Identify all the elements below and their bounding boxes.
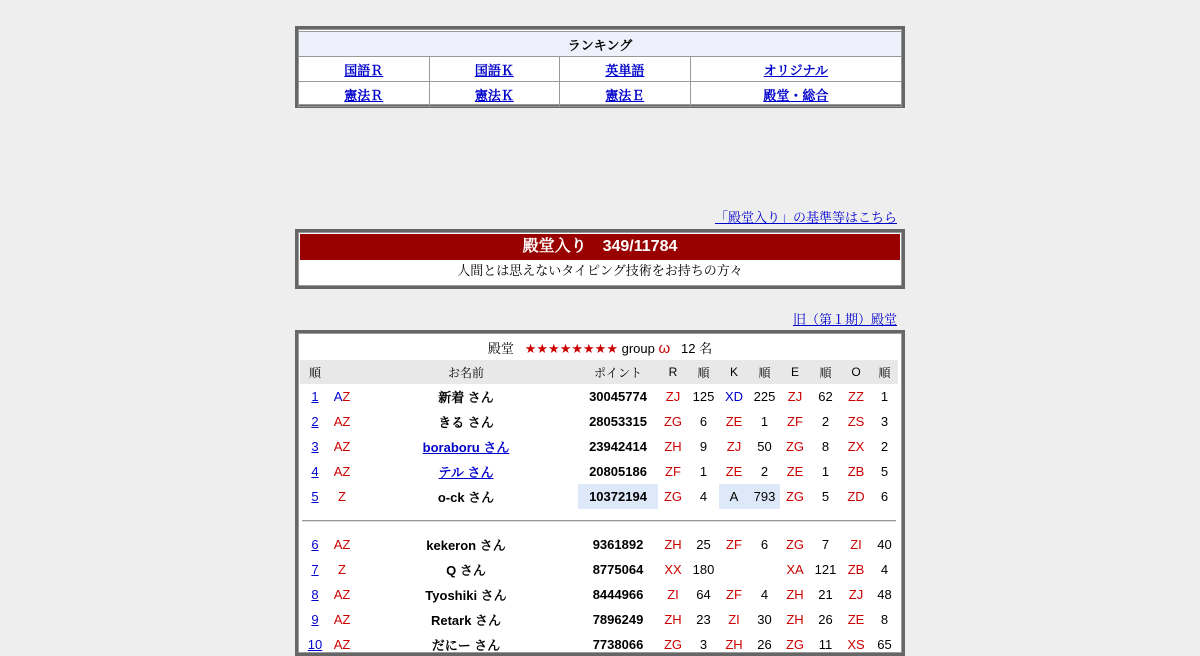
k-rank: 6	[760, 537, 769, 552]
column-header: 順	[688, 360, 719, 384]
grade-cell: AZ	[333, 439, 351, 454]
points: 23942414	[589, 439, 647, 454]
column-header: R	[658, 360, 688, 384]
table-row	[300, 484, 898, 509]
o-rank: 4	[880, 562, 889, 577]
o-grade: ZB	[847, 464, 865, 479]
column-header: ポイント	[578, 360, 658, 384]
e-rank: 121	[814, 562, 837, 577]
k-rank: 26	[757, 637, 772, 652]
e-grade: ZG	[785, 489, 805, 504]
e-rank: 2	[821, 414, 830, 429]
link-original[interactable]: オリジナル	[763, 62, 828, 78]
o-rank: 65	[877, 637, 892, 652]
grade-cell: AZ	[333, 612, 351, 627]
e-rank: 11	[818, 637, 833, 652]
ranking-table-panel	[295, 330, 905, 656]
rank-link[interactable]: 7	[311, 562, 319, 577]
column-header: お名前	[354, 360, 578, 384]
r-grade: ZH	[664, 612, 682, 627]
hall-of-fame-title: 殿堂入り 349/11784	[300, 234, 900, 260]
e-grade: ZG	[785, 637, 805, 652]
r-rank: 4	[699, 489, 708, 504]
grade-cell	[330, 384, 354, 409]
k-rank: 30	[757, 612, 772, 627]
grade-cell: AZ	[333, 464, 351, 479]
grade-cell: Z	[338, 562, 346, 577]
k-grade: ZE	[725, 414, 743, 429]
r-grade: ZG	[663, 637, 683, 652]
table-row	[300, 557, 898, 582]
o-grade: ZE	[847, 612, 865, 627]
link-kokugo-r[interactable]: 国語Ｒ	[344, 62, 384, 78]
k-grade: ZF	[726, 537, 742, 552]
points: 10372194	[578, 484, 658, 509]
k-rank: 2	[760, 464, 769, 479]
grade-cell: AZ	[333, 537, 351, 552]
e-rank: 62	[818, 389, 833, 404]
e-rank: 26	[818, 612, 833, 627]
column-header: 順	[749, 360, 780, 384]
o-rank: 5	[880, 464, 889, 479]
e-grade: ZJ	[787, 389, 803, 404]
o-grade: ZB	[847, 562, 865, 577]
e-rank: 7	[821, 537, 830, 552]
e-grade: ZH	[786, 612, 804, 627]
r-rank: 23	[696, 612, 711, 627]
o-grade: ZS	[847, 414, 865, 429]
rank-link[interactable]: 10	[307, 637, 323, 652]
table-row	[300, 434, 898, 459]
o-rank: 3	[880, 414, 889, 429]
o-grade: ZX	[847, 439, 865, 454]
player-name: Tyoshiki さん	[425, 588, 507, 603]
r-rank: 1	[699, 464, 708, 479]
group-label: 殿堂	[487, 341, 514, 356]
ranking-table	[300, 360, 898, 656]
grade-cell: Z	[338, 489, 346, 504]
o-rank: 48	[877, 587, 892, 602]
e-rank: 8	[821, 439, 830, 454]
column-header: 順	[810, 360, 841, 384]
o-grade: ZZ	[848, 389, 864, 404]
k-grade: A	[719, 484, 749, 509]
grade-cell: AZ	[333, 414, 351, 429]
divider-row	[300, 509, 898, 532]
r-grade: ZJ	[665, 389, 681, 404]
r-grade: XX	[664, 562, 682, 577]
k-rank: 1	[760, 414, 769, 429]
e-rank: 21	[818, 587, 833, 602]
link-kenpo-e[interactable]: 憲法Ｅ	[605, 87, 645, 103]
group-header	[298, 338, 902, 360]
k-rank: 793	[749, 484, 780, 509]
r-grade: ZH	[664, 537, 682, 552]
hall-of-fame-subtitle: 人間とは思えないタイピング技術をお持ちの方々	[457, 263, 743, 278]
points: 8775064	[592, 562, 644, 577]
k-rank: 50	[757, 439, 772, 454]
table-header-row	[300, 360, 898, 384]
k-grade	[719, 557, 749, 582]
link-kenpo-k[interactable]: 憲法Ｋ	[474, 87, 514, 103]
table-row	[300, 632, 898, 656]
o-rank: 6	[880, 489, 889, 504]
e-grade: ZG	[785, 537, 805, 552]
ranking-menu	[295, 26, 905, 108]
divider	[302, 520, 896, 522]
player-name-link[interactable]: boraboru さん	[422, 440, 510, 455]
player-name: o-ck さん	[437, 490, 495, 505]
rank-link[interactable]: 8	[311, 587, 319, 602]
r-rank: 25	[696, 537, 711, 552]
o-rank: 8	[880, 612, 889, 627]
grade-a: A	[333, 389, 343, 404]
o-rank: 40	[877, 537, 892, 552]
points: 7738066	[592, 637, 644, 652]
k-rank: 225	[753, 389, 776, 404]
rank-link[interactable]: 2	[311, 414, 319, 429]
hall-of-fame-header	[295, 229, 905, 289]
omega-symbol: ω	[658, 340, 671, 357]
o-grade: ZI	[850, 537, 862, 552]
hall-criteria-link[interactable]: 「殿堂入り」の基準等はこちら	[714, 210, 897, 225]
star-rating-icon: ★★★★★★★★	[524, 341, 618, 356]
member-count: 12 名	[681, 341, 713, 356]
points: 28053315	[589, 414, 647, 429]
k-grade: ZJ	[726, 439, 742, 454]
points: 9361892	[592, 537, 644, 552]
old-hall-link[interactable]: 旧（第１期）殿堂	[792, 312, 897, 327]
o-rank: 2	[880, 439, 889, 454]
r-grade: ZI	[667, 587, 679, 602]
link-hall-overall[interactable]: 殿堂・総合	[763, 87, 829, 103]
rank-link[interactable]: 3	[311, 439, 319, 454]
player-name: きる さん	[438, 415, 494, 430]
r-grade: ZG	[663, 489, 683, 504]
grade-z: Z	[342, 389, 351, 404]
table-row	[300, 582, 898, 607]
player-name: kekeron さん	[426, 538, 506, 553]
r-rank: 125	[692, 389, 715, 404]
k-grade: XD	[724, 389, 744, 404]
o-grade: ZJ	[848, 587, 864, 602]
o-grade: XS	[847, 637, 865, 652]
e-rank: 1	[821, 464, 830, 479]
player-name-link[interactable]: テル さん	[438, 465, 494, 480]
r-rank: 180	[692, 562, 715, 577]
player-name: Retark さん	[430, 613, 502, 628]
k-grade: ZE	[725, 464, 743, 479]
player-name: だにー さん	[431, 638, 501, 653]
r-rank: 3	[699, 637, 708, 652]
column-header: K	[719, 360, 749, 384]
r-rank: 64	[696, 587, 711, 602]
r-rank: 9	[699, 439, 708, 454]
rank-link[interactable]: 1	[311, 389, 319, 404]
r-rank: 6	[699, 414, 708, 429]
table-row	[300, 607, 898, 632]
grade-cell: AZ	[333, 637, 351, 652]
table-row	[300, 459, 898, 484]
column-header: 順	[871, 360, 898, 384]
points: 20805186	[589, 464, 647, 479]
grade-cell: AZ	[333, 587, 351, 602]
k-grade: ZI	[728, 612, 740, 627]
column-header: 順	[300, 360, 330, 384]
table-row	[300, 409, 898, 434]
e-rank: 5	[821, 489, 830, 504]
e-grade: XA	[786, 562, 804, 577]
points: 30045774	[589, 389, 647, 404]
player-name: Q さん	[446, 563, 486, 578]
link-kokugo-k[interactable]: 国語Ｋ	[474, 62, 514, 78]
o-rank: 1	[880, 389, 889, 404]
link-kenpo-r[interactable]: 憲法Ｒ	[344, 87, 384, 103]
e-grade: ZF	[787, 414, 803, 429]
r-grade: ZF	[665, 464, 681, 479]
table-row	[300, 384, 898, 409]
ranking-menu-table	[298, 31, 902, 107]
ranking-menu-title: ランキング	[299, 32, 902, 57]
k-rank: 4	[760, 587, 769, 602]
link-eitango[interactable]: 英単語	[605, 62, 645, 78]
r-grade: ZH	[664, 439, 682, 454]
rank-link[interactable]: 4	[311, 464, 319, 479]
points: 7896249	[592, 612, 644, 627]
e-grade: ZH	[786, 587, 804, 602]
k-rank	[749, 557, 780, 582]
points: 8444966	[592, 587, 644, 602]
player-name: 新着 さん	[438, 390, 494, 405]
o-grade: ZD	[847, 489, 865, 504]
table-row	[300, 532, 898, 557]
e-grade: ZE	[786, 464, 804, 479]
k-grade: ZH	[725, 637, 743, 652]
column-header	[330, 360, 354, 384]
column-header: E	[780, 360, 810, 384]
column-header: O	[841, 360, 871, 384]
rank-link[interactable]: 5	[311, 489, 319, 504]
e-grade: ZG	[785, 439, 805, 454]
group-word: group	[621, 341, 655, 356]
r-grade: ZG	[663, 414, 683, 429]
k-grade: ZF	[726, 587, 742, 602]
rank-link[interactable]: 6	[311, 537, 319, 552]
rank-link[interactable]: 9	[311, 612, 319, 627]
